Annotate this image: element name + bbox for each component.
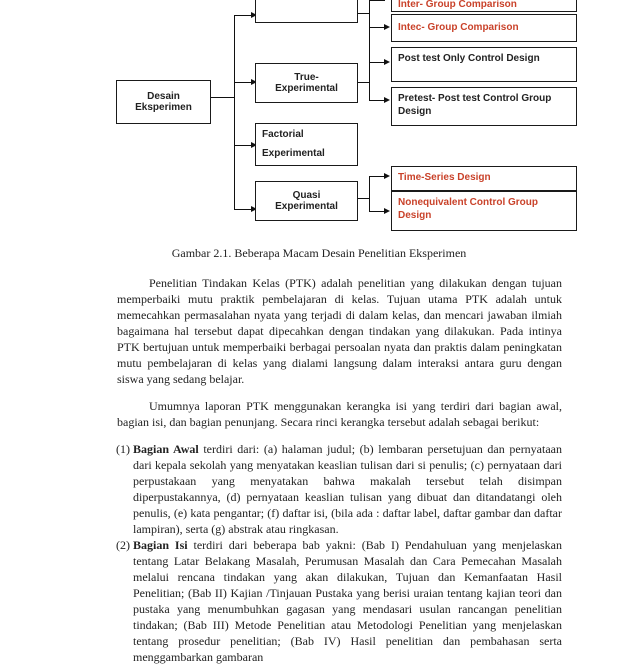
list-text: terdiri dari beberapa bab yakni: (Bab I) Pendahuluan yang menjelaskan tentang Latar Belakang Masalah, Perumusan Masalah dan Cara Pemecahan Masalah melalui rencana tindakan yang akan dilakukan, Tujuan dan Kemanfaatan Hasil Penelitian; (Bab II) Kajian /Tinjauan Pustaka yang berisi uraian tentang kajian teori dan pustaka yang menumbuhkan gagasan yang mendasari usulan rancangan penelitian tindakan; (Bab III) Metode Penelitian atau Metodologi Penelitian yang menjelaskan tentang prosedur penelitian; (Bab IV) Hasil penelitian dan pembahasan serta menggambarkan gambaran (133, 538, 562, 664)
inter-group-label: Inter- Group Comparison (398, 0, 517, 10)
arrow-timeseries (384, 173, 390, 179)
connector-posttest (369, 62, 385, 63)
factorial-line1: Factorial (262, 129, 304, 140)
connector-inter (369, 0, 385, 1)
quasi-experimental-box (255, 181, 358, 221)
time-series-label: Time-Series Design (398, 172, 491, 183)
true-line1: True- (294, 72, 319, 83)
true-line2: Experimental (275, 83, 338, 94)
report-structure-list (117, 441, 562, 665)
nonequivalent-label: Nonequivalent Control Group Design (398, 197, 538, 221)
connector-spine-left (234, 15, 235, 210)
connector-root (211, 97, 235, 98)
pretest-posttest-box (391, 87, 577, 126)
quasi-line1: Quasi (292, 190, 321, 201)
factorial-line2: Experimental (262, 148, 325, 159)
nonequivalent-box (391, 191, 577, 231)
true-experimental-box (255, 63, 358, 103)
connector-nonequivalent (369, 211, 385, 212)
paragraph-2: Umumnya laporan PTK menggunakan kerangka isi yang terdiri dari bagian awal, bagian isi, dan bagian penunjang. Secara rinci kerangka tersebut adalah sebagai berikut: (117, 399, 562, 429)
experimental-design-diagram (0, 0, 638, 240)
intec-label: Intec- Group Comparison (398, 22, 519, 33)
body-text (117, 275, 562, 665)
arrow-nonequivalent (384, 208, 390, 214)
connector-timeseries (369, 176, 385, 177)
connector-pretest (369, 100, 385, 101)
list-number: (1) (116, 442, 130, 456)
connector-spine-right-top (369, 0, 370, 100)
intec-group-comparison-box (391, 14, 577, 42)
list-item (117, 537, 562, 665)
arrow-pretest (384, 97, 390, 103)
top-category-box-partial (255, 0, 358, 23)
arrow-posttest (384, 59, 390, 65)
posttest-label: Post test Only Control Design (398, 53, 540, 64)
posttest-only-box (391, 47, 577, 82)
root-box (116, 80, 211, 124)
pretest-label: Pretest- Post test Control Group Design (398, 93, 552, 117)
factorial-box (255, 123, 358, 166)
list-title: Bagian Awal (133, 442, 199, 456)
arrow-intec (384, 24, 390, 30)
inter-group-comparison-box (391, 0, 577, 12)
time-series-box (391, 166, 577, 191)
root-line1: Desain (147, 91, 180, 102)
connector-intec (369, 27, 385, 28)
list-text: terdiri dari: (a) halaman judul; (b) lembaran persetujuan dan pernyataan dari kepala sekolah yang menyatakan keaslian tulisan dari si penulis; (c) pernyataan dari perpustakaan yang menyatakan bahwa makalah tersebut telah disimpan diperpustakannya, (d) pernyataan keaslian tulisan yang dibuat dan ditandatangi oleh penulis, (e) kata pengantar; (f) daftar isi, (bila ada : daftar label, daftar gambar dan daftar lampiran), serta (g) abstrak atau ringkasan. (133, 442, 562, 536)
list-title: Bagian Isi (133, 538, 188, 552)
figure-caption: Gambar 2.1. Beberapa Macam Desain Penelitian Eksperimen (171, 246, 467, 260)
list-number: (2) (116, 538, 130, 552)
connector-spine-right-bottom (369, 176, 370, 212)
root-line2: Eksperimen (135, 102, 192, 113)
quasi-line2: Experimental (275, 201, 338, 212)
connector-true-right (358, 82, 370, 83)
paragraph-1: Penelitian Tindakan Kelas (PTK) adalah penelitian yang dilakukan dengan tujuan memperbaiki mutu praktik pembelajaran di kelas. Tujuan utama PTK adalah untuk memecahkan permasalahan nyata yang terjadi di dalam kelas, dan mencari jawaban ilmiah bagaimana hal tersebut dapat dipecahkan dengan tindakan yang dilakukan. Pada intinya PTK bertujuan untuk memperbaiki berbagai persoalan nyata dan praktis dalam peningkatan mutu pembelajaran di kelas yang dialami langsung dalam interaksi antara guru dengan siswa yang sedang belajar. (117, 276, 562, 386)
list-item (117, 441, 562, 537)
